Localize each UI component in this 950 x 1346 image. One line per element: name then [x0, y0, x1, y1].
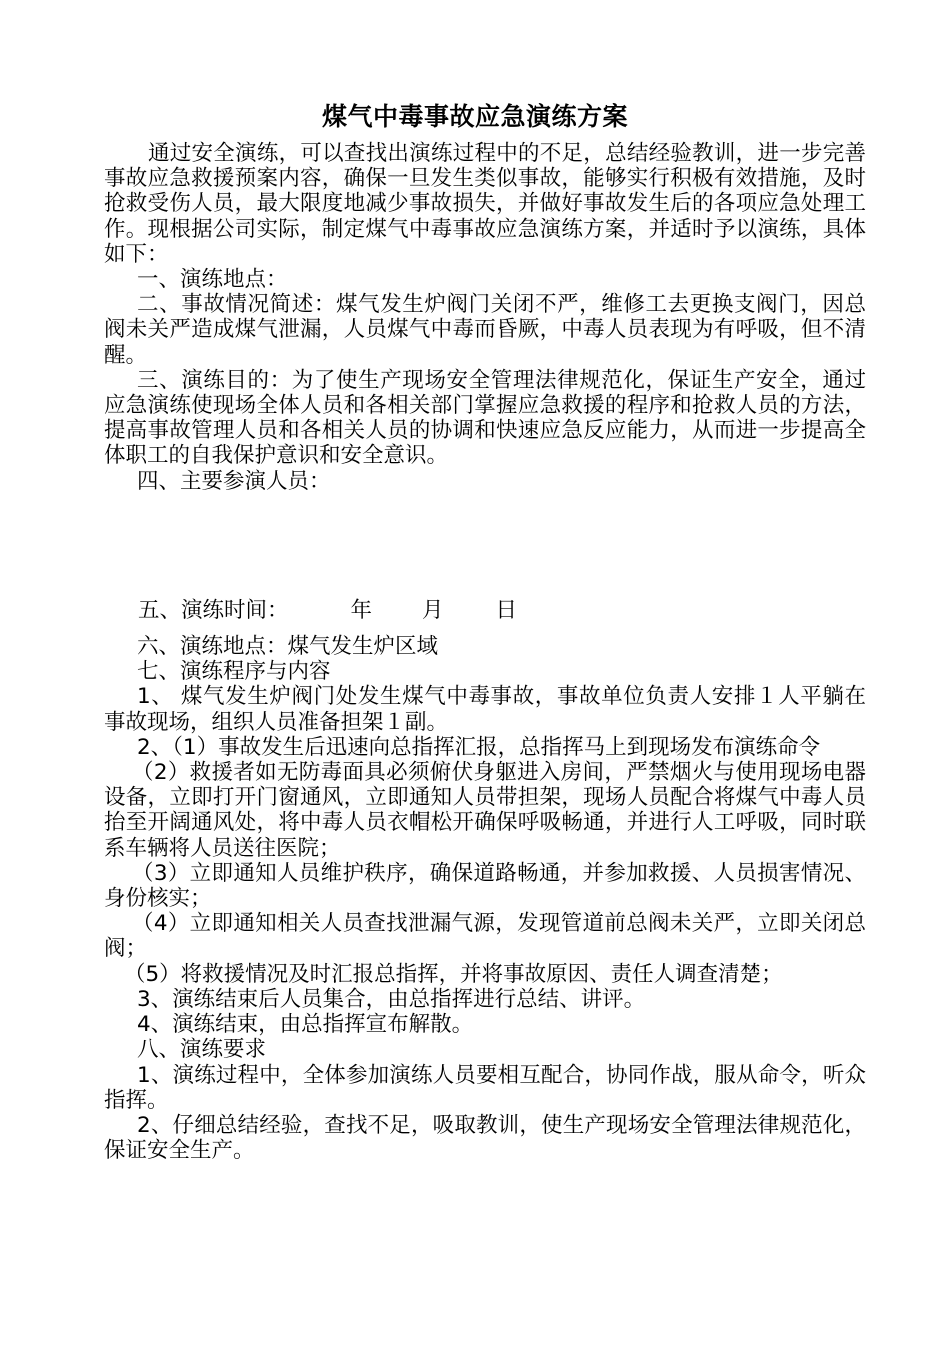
document-title: 煤气中毒事故应急演练方案	[321, 102, 628, 131]
procedure-item-3: 3、演练结束后人员集合，由总指挥进行总结、讲评。	[137, 986, 646, 1012]
section-8-requirements-heading: 八、演练要求	[137, 1037, 267, 1063]
section-4-participants: 四、主要参演人员：	[137, 468, 331, 494]
drill-time-year: 年	[350, 597, 373, 623]
procedure-item-2-sub-3: （3）立即通知人员维护秩序，确保道路畅通，并参加救援、人员损害情况、身份核实；	[104, 860, 866, 912]
procedure-item-2-sub-4: （4）立即通知相关人员查找泄漏气源，发现管道前总阀未关严，立即关闭总阀；	[104, 911, 866, 962]
drill-time-label: 五、演练时间：	[138, 597, 289, 623]
procedure-item-4: 4、演练结束，由总指挥宣布解散。	[137, 1012, 474, 1038]
procedure-item-1: 1、 煤气发生炉阀门处发生煤气中毒事故，事故单位负责人安排１人平躺在事故现场，组织人员准备担架１副。	[104, 684, 866, 735]
requirement-item-1: 1、演练过程中，全体参加演练人员要相互配合，协同作战，服从命令，听众指挥。	[104, 1062, 866, 1113]
section-1-location: 一、演练地点：	[137, 267, 288, 293]
document-body	[104, 141, 866, 1163]
drill-time-spacer	[104, 623, 866, 634]
procedure-item-2: 2、（1）事故发生后迅速向总指挥汇报，总指挥马上到现场发布演练命令	[137, 734, 821, 760]
section-5-drill-time	[104, 598, 866, 623]
section-7-procedure-heading: 七、演练程序与内容	[137, 659, 331, 685]
intro-paragraph: 通过安全演练，可以查找出演练过程中的不足，总结经验教训，进一步完善事故应急救援预案内容，确保一旦发生类似事故，能够实行积极有效措施，及时抢救受伤人员，最大限度地减少事故损失，并做好事故发生后的各项应急处理工作。现根据公司实际，制定煤气中毒事故应急演练方案，并适时予以演练，具体如下：	[104, 141, 866, 267]
drill-time-day: 日	[495, 597, 518, 623]
procedure-item-2-sub-2: （2）救援者如无防毒面具必须俯伏身躯进入房间，严禁烟火与使用现场电器设备，立即打开门窗通风，立即通知人员带担架，现场人员配合将煤气中毒人员抬至开阔通风处，将中毒人员衣帽松开确保呼吸畅通，并进行人工呼吸，同时联系车辆将人员送往医院；	[104, 760, 866, 861]
section-3-purpose: 三、演练目的：为了使生产现场安全管理法律规范化，保证生产安全，通过应急演练使现场全体人员和各相关部门掌握应急救援的程序和抢救人员的方法，提高事故管理人员和各相关人员的协调和快速应急反应能力，从而进一步提高全体职工的自我保护意识和安全意识。	[104, 367, 866, 469]
participants-blank-space	[104, 494, 866, 598]
section-6-drill-area: 六、演练地点：煤气发生炉区域	[137, 634, 439, 660]
requirement-item-2: 2、仔细总结经验，查找不足，吸取教训，使生产现场安全管理法律规范化，保证安全生产。	[104, 1112, 866, 1164]
drill-time-month: 月	[422, 597, 444, 623]
procedure-item-2-sub-5: （5）将救援情况及时汇报总指挥，并将事故原因、责任人调查清楚；	[124, 961, 783, 987]
section-2-incident-description: 二、事故情况简述：煤气发生炉阀门关闭不严，维修工去更换支阀门，因总阀未关严造成煤气泄漏，人员煤气中毒而昏厥，中毒人员表现为有呼吸，但不清醒。	[104, 292, 866, 368]
